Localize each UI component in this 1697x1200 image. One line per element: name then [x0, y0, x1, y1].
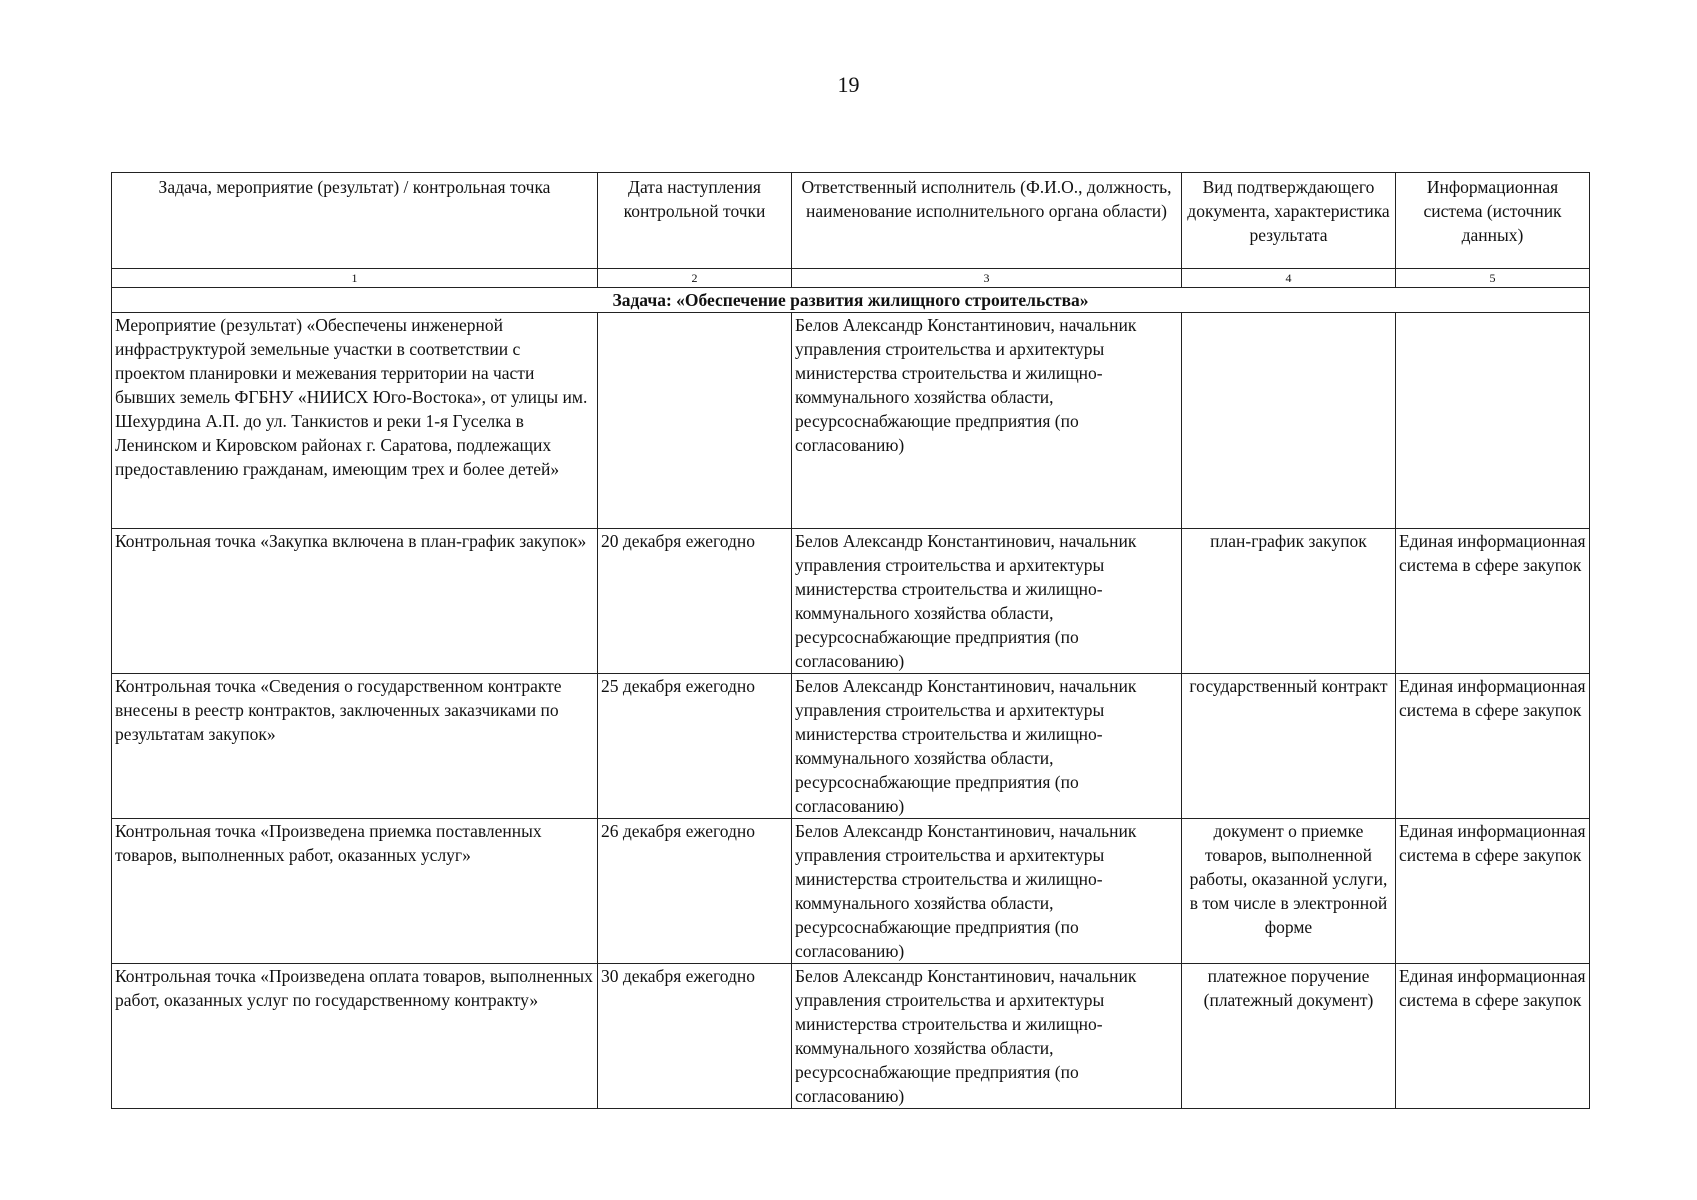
table-row — [112, 964, 1590, 1109]
row-executor: Белов Александр Константинович, начальник управления строительства и архитектуры министерства строительства и жилищно-коммунального хозяйства области, ресурсоснабжающие предприятия (по согласованию) — [792, 674, 1182, 819]
header-document: Вид подтверждающего документа, характеристика результата — [1182, 173, 1396, 269]
row-name: Контрольная точка «Произведена оплата товаров, выполненных работ, оказанных услуг по государственному контракту» — [112, 964, 598, 1109]
row-name: Контрольная точка «Закупка включена в план-график закупок» — [112, 529, 598, 674]
column-number: 1 — [112, 269, 598, 288]
table-row — [112, 819, 1590, 964]
row-date — [598, 313, 792, 529]
header-system: Информационная система (источник данных) — [1396, 173, 1590, 269]
column-number: 5 — [1396, 269, 1590, 288]
task-title: Задача: «Обеспечение развития жилищного строительства» — [112, 288, 1590, 313]
row-date: 26 декабря ежегодно — [598, 819, 792, 964]
task-row — [112, 288, 1590, 313]
table-header-row — [112, 173, 1590, 269]
row-document: платежное поручение (платежный документ) — [1182, 964, 1396, 1109]
table-row — [112, 674, 1590, 819]
row-date: 30 декабря ежегодно — [598, 964, 792, 1109]
table-row — [112, 313, 1590, 529]
row-name: Мероприятие (результат) «Обеспечены инженерной инфраструктурой земельные участки в соответствии с проектом планировки и межевания территории на части бывших земель ФГБНУ «НИИСХ Юго-Востока», от улицы им. Шехурдина А.П. до ул. Танкистов и реки 1-я Гуселка в Ленинском и Кировском районах г. Саратова, подлежащих предоставлению гражданам, имеющим трех и более детей» — [112, 313, 598, 529]
header-executor: Ответственный исполнитель (Ф.И.О., должность, наименование исполнительного органа области) — [792, 173, 1182, 269]
row-date: 20 декабря ежегодно — [598, 529, 792, 674]
table-row — [112, 529, 1590, 674]
row-document: государственный контракт — [1182, 674, 1396, 819]
column-number: 2 — [598, 269, 792, 288]
row-system: Единая информационная система в сфере закупок — [1396, 819, 1590, 964]
page-number: 19 — [837, 72, 860, 97]
row-system: Единая информационная система в сфере закупок — [1396, 529, 1590, 674]
row-executor: Белов Александр Константинович, начальник управления строительства и архитектуры министерства строительства и жилищно-коммунального хозяйства области, ресурсоснабжающие предприятия (по согласованию) — [792, 964, 1182, 1109]
row-executor: Белов Александр Константинович, начальник управления строительства и архитектуры министерства строительства и жилищно-коммунального хозяйства области, ресурсоснабжающие предприятия (по согласованию) — [792, 529, 1182, 674]
control-points-table — [111, 172, 1590, 1109]
column-number-row — [112, 269, 1590, 288]
row-date: 25 декабря ежегодно — [598, 674, 792, 819]
row-executor: Белов Александр Константинович, начальник управления строительства и архитектуры министерства строительства и жилищно-коммунального хозяйства области, ресурсоснабжающие предприятия (по согласованию) — [792, 313, 1182, 529]
row-executor: Белов Александр Константинович, начальник управления строительства и архитектуры министерства строительства и жилищно-коммунального хозяйства области, ресурсоснабжающие предприятия (по согласованию) — [792, 819, 1182, 964]
column-number: 4 — [1182, 269, 1396, 288]
row-name: Контрольная точка «Произведена приемка поставленных товаров, выполненных работ, оказанных услуг» — [112, 819, 598, 964]
row-system: Единая информационная система в сфере закупок — [1396, 674, 1590, 819]
header-date: Дата наступления контрольной точки — [598, 173, 792, 269]
row-document — [1182, 313, 1396, 529]
row-document: план-график закупок — [1182, 529, 1396, 674]
row-document: документ о приемке товаров, выполненной работы, оказанной услуги, в том числе в электронной форме — [1182, 819, 1396, 964]
header-task: Задача, мероприятие (результат) / контрольная точка — [112, 173, 598, 269]
row-system: Единая информационная система в сфере закупок — [1396, 964, 1590, 1109]
row-system — [1396, 313, 1590, 529]
column-number: 3 — [792, 269, 1182, 288]
row-name: Контрольная точка «Сведения о государственном контракте внесены в реестр контрактов, заключенных заказчиками по результатам закупок» — [112, 674, 598, 819]
